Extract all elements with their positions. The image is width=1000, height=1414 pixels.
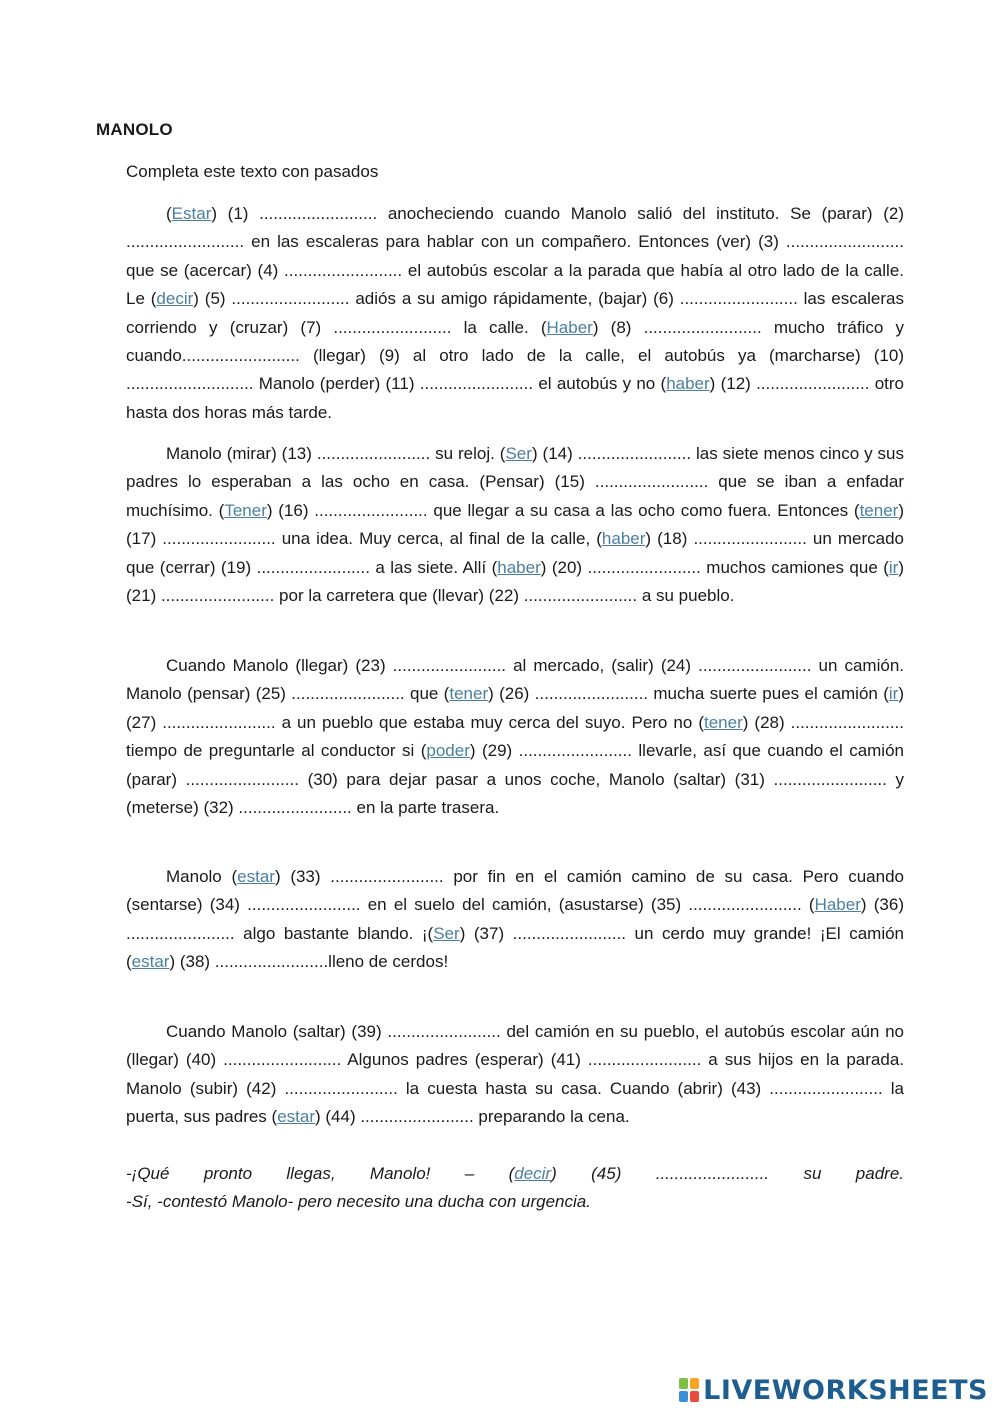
verb-link[interactable]: decir [514,1164,552,1183]
paragraph-text: (Estar) (1) ......................... anocheciendo cuando Manolo salió del instituto. Se (parar) (2) ......................... en las escaleras para hablar con un compañero. Entonces (ver) (3) ......................... que se (acercar) (4) ......................... el autobús escolar a la parada que había al otro lado de la calle. Le (decir) (5) ......................... adiós a su amigo rápidamente, (bajar) (6) ......................... las escaleras corriendo y (cruzar) (7) ......................... la calle. (Haber) (8) ......................... mucho tráfico y cuando......................... (llegar) (9) al otro lado de la calle, el autobús ya (marcharse) (10) ........................... Manolo (perder) (11) ........................ el autobús y no (haber) (12) ........................ otro hasta dos horas más tarde. [126,204,905,422]
dialog-line-1 [126,1160,904,1188]
verb-link[interactable]: haber [666,374,710,394]
verb-link[interactable]: poder [426,741,470,761]
verb-link[interactable]: haber [601,529,646,549]
verb-link[interactable]: Ser [505,444,532,463]
page-title: MANOLO [96,120,173,139]
verb-link[interactable]: estar [237,867,275,886]
verb-link[interactable]: haber [497,557,541,577]
verb-link[interactable]: decir [156,289,194,309]
dialog-text: ) (45) ........................ su padre. [551,1164,904,1183]
verb-link[interactable]: ir [888,684,899,704]
paragraph-text: Manolo (mirar) (13) ........................ su reloj. (Ser) (14) ........................ las siete menos cinco y sus padres lo esperaban a las ocho en casa. (Pensar) (15) ........................ que se iban a enfadar muchísimo. (Tener) (16) ........................ que llegar a su casa a las ocho como fuera. Entonces (tener) (17) ........................ una idea. Muy cerca, al final de la calle, (haber) (18) ........................ un mercado que (cerrar) (19) ........................ a las siete. Allí (haber) (20) ........................ muchos camiones que (ir) (21) ........................ por la carretera que (llevar) (22) ........................ a su pueblo. [126,444,905,606]
verb-link[interactable]: estar [277,1107,315,1127]
instructions: Completa este texto con pasados [126,162,379,181]
paragraph-text: Manolo (estar) (33) ........................ por fin en el camión camino de su casa. Pero cuando (sentarse) (34) ........................ en el suelo del camión, (asustarse) (35) ........................ (Haber) (36) ....................... algo bastante blando. ¡(Ser) (37) ........................ un cerdo muy grande! ¡El camión (estar) (38) ........................lleno de cerdos! [126,867,905,972]
paragraph-text: Cuando Manolo (llegar) (23) ........................ al mercado, (salir) (24) ........................ un camión. Manolo (pensar) (25) ........................ que (tener) (26) ........................ mucha suerte pues el camión (ir) (27) ........................ a un pueblo que estaba muy cerca del suyo. Pero no (tener) (28) ........................ tiempo de preguntarle al conductor si (poder) (29) ........................ llevarle, así que cuando el camión (parar) ........................ (30) para dejar pasar a unos coche, Manolo (saltar) (31) ........................ y (meterse) (32) ........................ en la parte trasera. [126,656,904,818]
verb-link[interactable]: tener [703,712,743,732]
verb-link[interactable]: Haber [546,317,593,337]
verb-link[interactable]: ir [888,557,899,577]
verb-link[interactable]: Estar [171,204,212,223]
liveworksheets-logo [679,1374,988,1406]
dialog-line-2: -Sí, -contestó Manolo- pero necesito una ducha con urgencia. [126,1192,591,1211]
verb-link[interactable]: tener [859,500,899,520]
logo-square [690,1378,699,1389]
logo-icon [679,1378,699,1402]
verb-link[interactable]: Ser [433,923,460,943]
logo-square [679,1378,688,1389]
logo-square [690,1391,699,1402]
verb-link[interactable]: Tener [224,500,267,520]
paragraph-1 [126,200,904,427]
logo-square [679,1391,688,1402]
paragraph-3 [126,652,904,822]
paragraph-2 [126,440,904,610]
verb-link[interactable]: tener [449,684,489,704]
paragraph-5 [126,1018,904,1132]
dialog-text: -¡Qué pronto llegas, Manolo! – ( [126,1164,515,1183]
verb-link[interactable]: estar [131,952,170,972]
verb-link[interactable]: Haber [814,895,861,915]
logo-text: LIVEWORKSHEETS [703,1374,988,1406]
paragraph-4 [126,863,904,977]
paragraph-text: Cuando Manolo (saltar) (39) ........................ del camión en su pueblo, el autobús escolar aún no (llegar) (40) ......................... Algunos padres (esperar) (41) ........................ a sus hijos en la parada. Manolo (subir) (42) ........................ la cuesta hasta su casa. Cuando (abrir) (43) ........................ la puerta, sus padres (estar) (44) ........................ preparando la cena. [126,1022,904,1127]
